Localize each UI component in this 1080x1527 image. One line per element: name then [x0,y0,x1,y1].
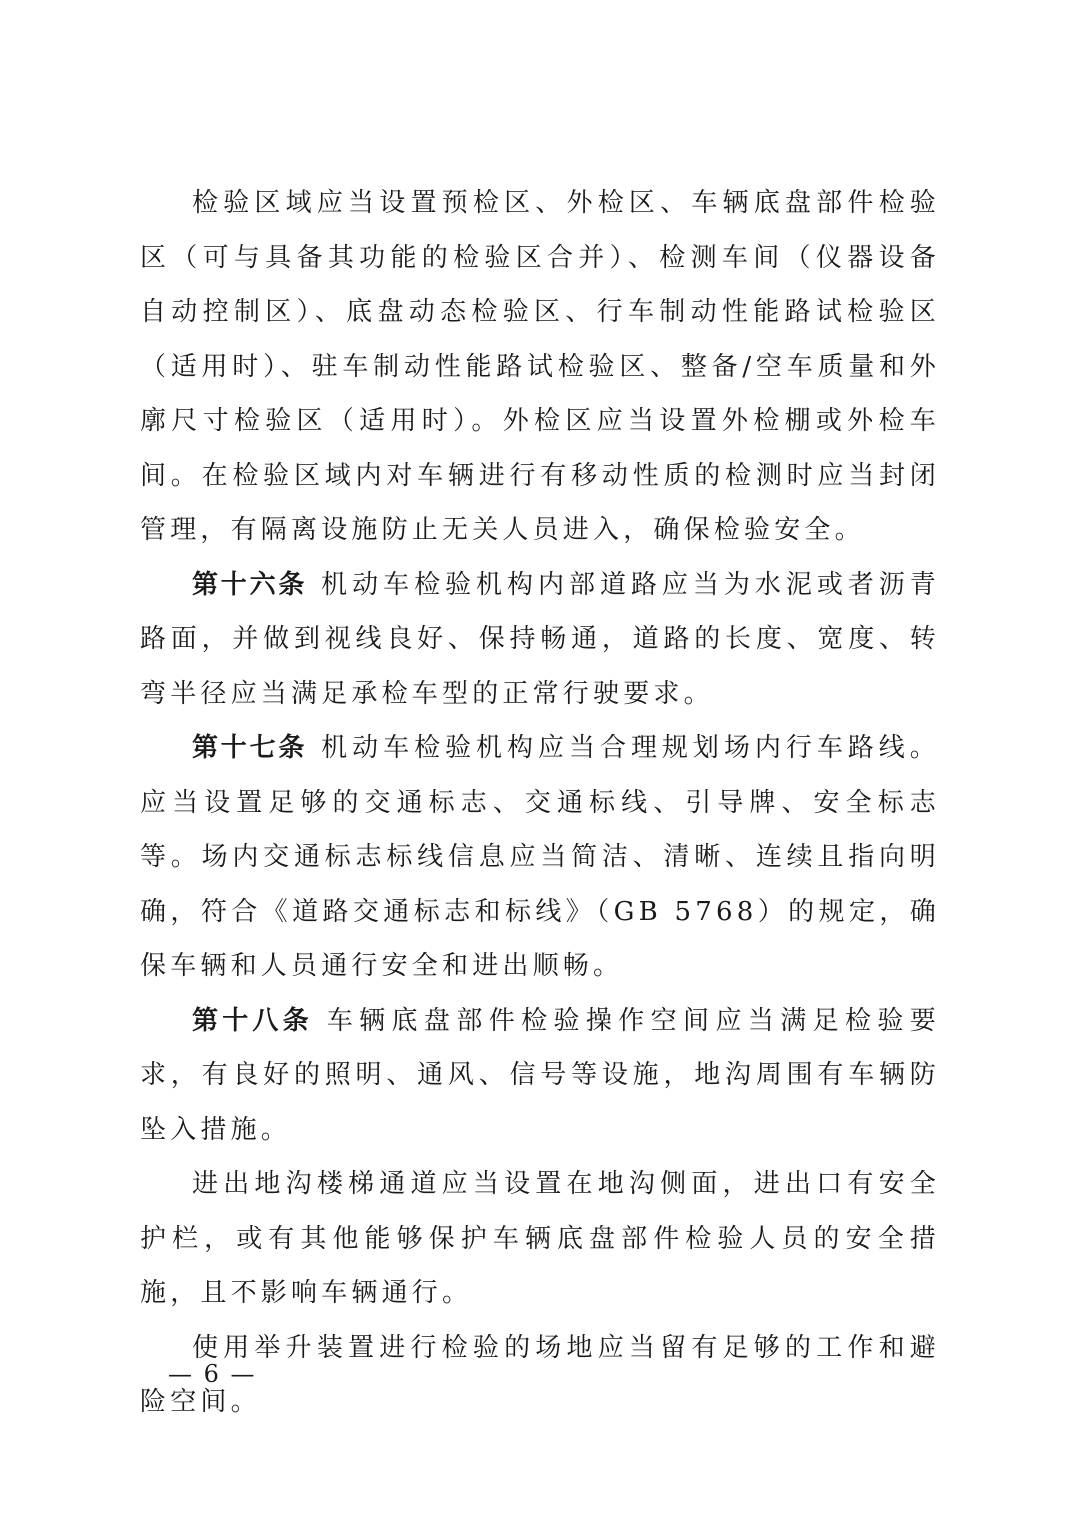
paragraph-text: 机动车检验机构内部道路应当为水泥或者沥青路面，并做到视线良好、保持畅通，道路的长度、宽度、转弯半径应当满足承检车型的正常行驶要求。 [140,569,940,709]
paragraph-text: 机动车检验机构应当合理规划场内行车路线。应当设置足够的交通标志、交通标线、引导牌、安全标志等。场内交通标志标线信息应当简洁、清晰、连续且指向明确，符合《道路交通标志和标线》（GB 5768）的规定，确保车辆和人员通行安全和进出顺畅。 [140,733,940,981]
paragraph-lift-space [140,1321,940,1430]
paragraph-text: 检验区域应当设置预检区、外检区、车辆底盘部件检验区（可与具备其功能的检验区合并）、检测车间（仪器设备自动控制区）、底盘动态检验区、行车制动性能路试检验区（适用时）、驻车制动性能路试检验区、整备/空车质量和外廓尺寸检验区（适用时）。外检区应当设置外检棚或外检车间。在检验区域内对车辆进行有移动性质的检测时应当封闭管理，有隔离设施防止无关人员进入，确保检验安全。 [140,188,940,545]
paragraph-text: 使用举升装置进行检验的场地应当留有足够的工作和避险空间。 [140,1332,940,1417]
document-body [140,176,940,1430]
paragraph-inspection-areas [140,176,940,558]
article-number: 第十八条 [192,1005,313,1036]
paragraph-text: 进出地沟楼梯通道应当设置在地沟侧面，进出口有安全护栏，或有其他能够保护车辆底盘部件检验人员的安全措施，且不影响车辆通行。 [140,1169,940,1308]
paragraph-article-17 [140,721,940,994]
paragraph-article-16 [140,558,940,722]
paragraph-article-18 [140,994,940,1158]
article-number: 第十六条 [192,569,308,600]
page-number: — 6 — [168,1360,257,1388]
paragraph-text: 车辆底盘部件检验操作空间应当满足检验要求，有良好的照明、通风、信号等设施，地沟周围有车辆防坠入措施。 [140,1005,940,1145]
article-number: 第十七条 [192,733,308,763]
paragraph-pit-stairs [140,1157,940,1321]
